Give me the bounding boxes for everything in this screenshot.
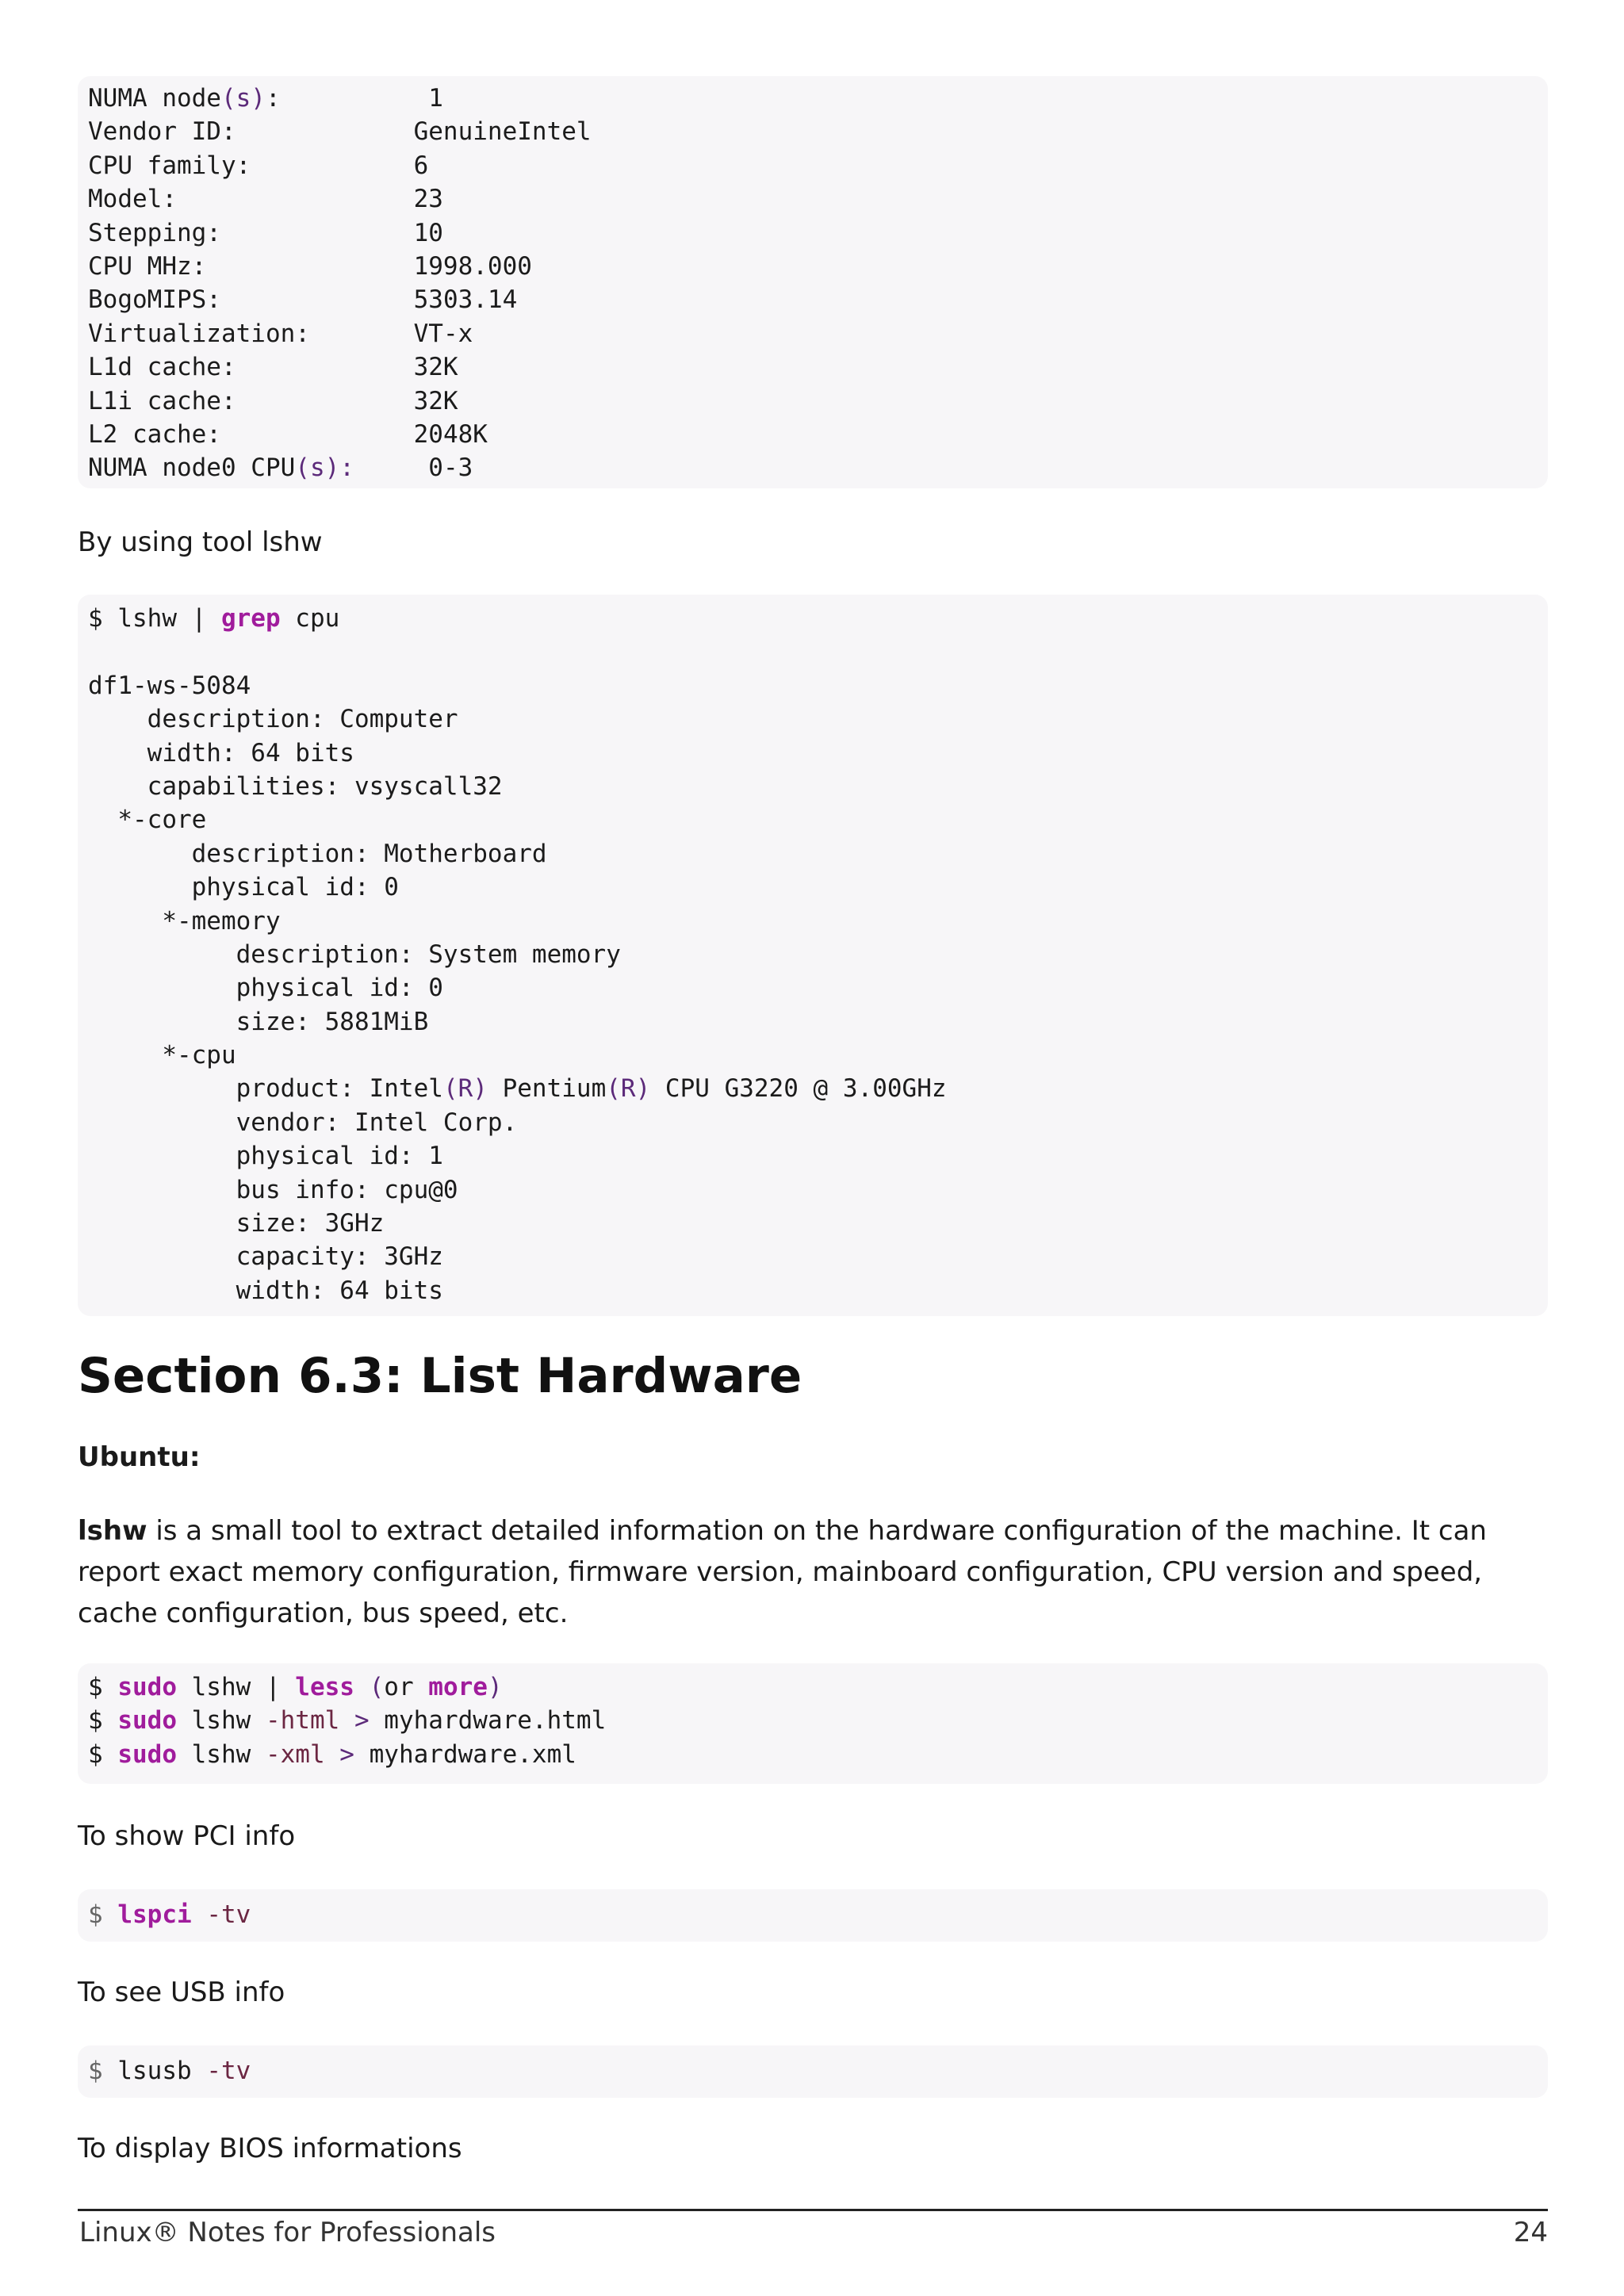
- code-line: $ sudo lshw -html > myhardware.html: [88, 1706, 607, 1735]
- code-line: *-memory: [88, 906, 281, 936]
- footer-book-title: Linux® Notes for Professionals: [79, 2217, 496, 2248]
- code-line: CPU family: 6: [88, 151, 429, 180]
- sudo-lshw-block: [78, 1663, 1548, 1784]
- code-line: description: Motherboard: [88, 839, 547, 868]
- code-line: description: Computer: [88, 705, 458, 734]
- lscpu-output-block: [78, 76, 1548, 488]
- code-line: *-core: [88, 806, 207, 835]
- paragraph-bios: To display BIOS informations: [78, 2133, 462, 2164]
- code-line: df1-ws-5084: [88, 671, 251, 700]
- code-line: Virtualization: VT-x: [88, 319, 473, 348]
- lshw-bold-term: lshw: [78, 1515, 147, 1547]
- code-line: capacity: 3GHz: [88, 1242, 443, 1272]
- code-line: L1d cache: 32K: [88, 353, 458, 382]
- lshw-description: [78, 1510, 1553, 1634]
- code-line: Model: 23: [88, 185, 443, 214]
- code-line: $ lspci -tv: [88, 1900, 251, 1929]
- code-line: NUMA node0 CPU(s): 0-3: [88, 453, 473, 483]
- paragraph-pci: To show PCI info: [78, 1820, 296, 1852]
- footer-page-number: 24: [1513, 2217, 1548, 2248]
- paragraph-usb: To see USB info: [78, 1976, 285, 2008]
- code-line: $ lsusb -tv: [88, 2057, 251, 2085]
- code-line: $ sudo lshw -xml > myhardware.xml: [88, 1739, 576, 1769]
- code-line: physical id: 0: [88, 873, 399, 902]
- code-line: [88, 635, 1538, 668]
- footer-divider: [78, 2209, 1548, 2211]
- code-line: size: 3GHz: [88, 1209, 385, 1238]
- code-line: Stepping: 10: [88, 218, 443, 247]
- code-line: description: System memory: [88, 939, 621, 969]
- code-line: vendor: Intel Corp.: [88, 1108, 518, 1137]
- code-line: L1i cache: 32K: [88, 386, 458, 415]
- lsusb-block: [78, 2045, 1548, 2098]
- lspci-block: [78, 1889, 1548, 1942]
- code-line: size: 5881MiB: [88, 1007, 429, 1036]
- code-line: $ sudo lshw | less (or more): [88, 1673, 503, 1701]
- code-line: physical id: 1: [88, 1142, 443, 1171]
- lshw-grep-block: [78, 595, 1548, 1316]
- code-line: CPU MHz: 1998.000: [88, 251, 532, 281]
- code-line: width: 64 bits: [88, 738, 354, 767]
- code-line: L2 cache: 2048K: [88, 419, 488, 449]
- code-line: Vendor ID: GenuineIntel: [88, 117, 592, 147]
- code-line: width: 64 bits: [88, 1276, 443, 1305]
- code-line: bus info: cpu@0: [88, 1175, 458, 1204]
- paragraph-lshw-tool: By using tool lshw: [78, 526, 323, 558]
- ubuntu-label: Ubuntu:: [78, 1441, 201, 1473]
- code-line: $ lshw | grep cpu: [88, 604, 340, 633]
- code-line: *-cpu: [88, 1041, 236, 1070]
- code-line: product: Intel(R) Pentium(R) CPU G3220 @ 3.00GHz: [88, 1074, 947, 1104]
- code-line: physical id: 0: [88, 974, 443, 1003]
- code-line: capabilities: vsyscall32: [88, 771, 503, 801]
- section-heading: Section 6.3: List Hardware: [78, 1348, 802, 1404]
- lshw-description-text: is a small tool to extract detailed information on the hardware configuration of the machine. It can report exact memory configuration, firmware version, mainboard configuration, CPU version and speed, cache configuration, bus speed, etc.: [78, 1515, 1487, 1629]
- code-line: BogoMIPS: 5303.14: [88, 285, 518, 315]
- code-line: NUMA node(s): 1: [88, 84, 443, 113]
